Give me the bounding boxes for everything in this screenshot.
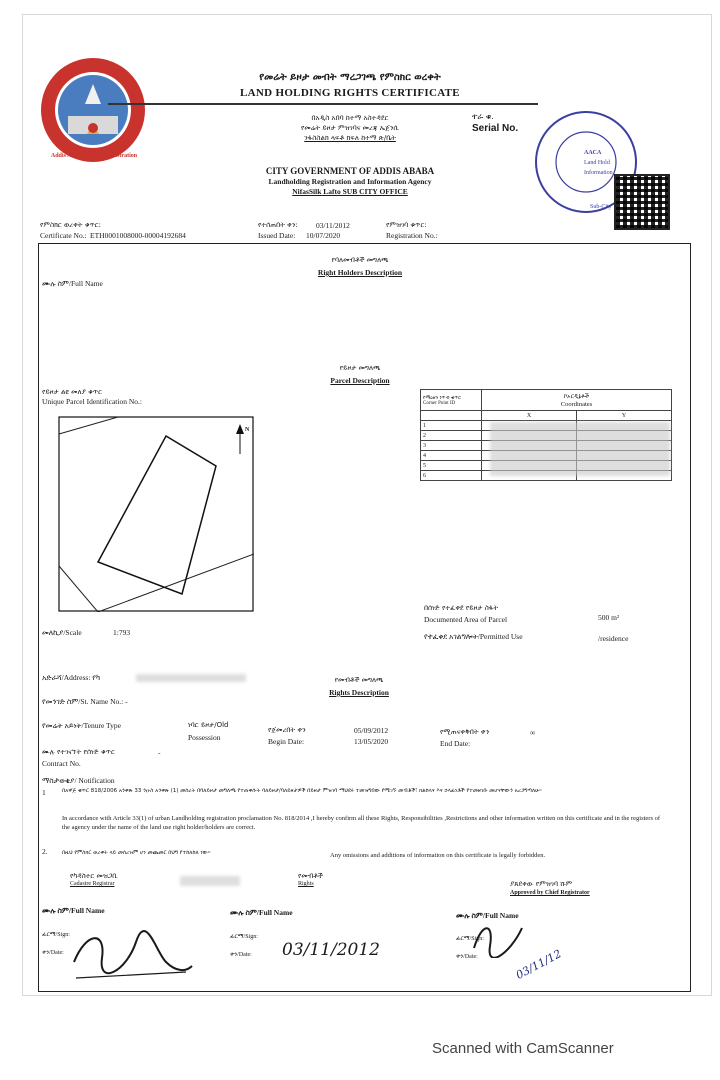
corner-id-4: 4	[421, 451, 482, 461]
approved-full-name-label: ሙሉ ስም/Full Name	[456, 911, 519, 920]
x-column-header: X	[482, 411, 577, 421]
addis-ababa-logo	[38, 56, 148, 164]
y-column-header: Y	[577, 411, 672, 421]
street-label: የመንገድ ስም/St. Name No.: -	[42, 697, 128, 706]
begin-label: Begin Date:	[268, 737, 305, 746]
redacted-coordinates	[490, 422, 670, 476]
corner-id-5: 5	[421, 461, 482, 471]
redacted-signatures	[180, 876, 240, 886]
end-label-amharic: የሚጠናቀቅበት ቀን	[440, 728, 490, 736]
corner-id-2: 2	[421, 431, 482, 441]
issued-label-amharic: የተሰጠበት ቀን:	[258, 221, 298, 229]
issued-value: 10/07/2020	[306, 231, 341, 240]
begin-amharic-value: 05/09/2012	[354, 726, 389, 735]
cadastre-full-name-label: ሙሉ ስም/Full Name	[42, 906, 105, 915]
permitted-use-value: /residence	[598, 634, 629, 643]
issued-amharic-value: 03/11/2012	[316, 221, 350, 230]
rights-date-label: ቀን/Date:	[230, 952, 252, 958]
stamp-line-4: Sub-City	[590, 204, 612, 210]
office-amharic-3: ንፋስስልክ ላፍቶ ክፍለ ከተማ ጽ/ቤት	[304, 134, 396, 142]
office-amharic-1: በአዲስ አበባ ከተማ አስተዳደር	[311, 114, 389, 122]
handwritten-date: 03/11/2012	[282, 940, 380, 960]
north-arrow-label: N	[245, 427, 250, 433]
begin-label-amharic: የጀመረበት ቀን	[268, 726, 306, 734]
rights-registrar-label: Rights	[298, 881, 314, 887]
coordinates-header-cell	[482, 390, 672, 411]
corner-id-1: 1	[421, 421, 482, 431]
right-holders-heading: Right Holders Description	[317, 268, 403, 277]
qr-code	[614, 174, 670, 230]
serial-label-amharic: ተራ ቁ.	[472, 112, 494, 121]
notification-item2-number: 2.	[42, 847, 48, 856]
cadastre-signature	[66, 922, 196, 982]
upin-label-amharic: የይዞታ ልዩ መለያ ቁጥር	[42, 388, 103, 396]
begin-value: 13/05/2020	[354, 737, 389, 746]
certificate-number-label-amharic: የምስክር ወረቀት ቁጥር:	[40, 221, 102, 229]
rights-heading-amharic: የመብቶች መግለጫ	[334, 676, 384, 684]
full-name-label: ሙሉ ስም/Full Name	[42, 279, 103, 288]
corner-id-6: 6	[421, 471, 482, 481]
stamp-line-3: Information	[584, 170, 613, 176]
agency-name: Landholding Registration and Information Agency	[268, 177, 432, 186]
upin-label: Unique Parcel Identification No.:	[42, 397, 142, 406]
notification-heading: ማስታወቂያ/ Notification	[42, 776, 115, 785]
approved-signature	[470, 918, 530, 958]
contract-label-amharic: ሙሉ የተገናኘት የሰነድ ቁጥር	[42, 748, 115, 756]
end-value: ∞	[530, 728, 536, 737]
tenure-label: የመሬት አይነት/Tenure Type	[42, 721, 121, 730]
certificate-number-value: ETH0001008000-00004192684	[90, 231, 186, 240]
cadastre-registrar-amharic: የካዳስተር መዝጋቢ	[70, 872, 118, 880]
office-amharic-2: የመሬት ይዞታ ምዝገባና መረጃ ኤጀንሲ	[300, 124, 400, 132]
approved-by-amharic: ያጸደቀው የምዝገባ ሹም	[510, 880, 573, 888]
corner-header-amharic: የማዕዘን ነጥብ ቁጥር	[423, 394, 461, 401]
approved-sign-label: ፊርማ/Sign:	[456, 936, 484, 942]
corner-header-cell	[421, 390, 482, 411]
coordinates-header: Coordinates	[560, 400, 593, 408]
cadastre-date-label: ቀን/Date:	[42, 950, 64, 956]
area-value: 500 m²	[598, 613, 620, 622]
redacted-address	[136, 674, 246, 682]
registration-label-amharic: የምዝገባ ቁጥር:	[386, 221, 427, 229]
parcel-map	[58, 416, 254, 612]
certificate-number-label: Certificate No.:	[40, 231, 87, 240]
notification-item1-amharic: በአዋጅ ቁጥር 818/2006 አንቀጽ 33 ንዑስ አንቀጽ (1) መሰረት በባለይዞታ መግለጫ የተጠቀሱት ባለይዞታ/ባለይዞታዎች በይዞታ ምዝገባ ማህደሩ ተመዝግበው የሚገኙ መብቶች፣ ክልከላና እና ኃላፊነቶች የተመዘገቡ መሆናቸውን አረጋግጣለሁ።	[62, 788, 542, 794]
rights-full-name-label: ሙሉ ስም/Full Name	[230, 908, 293, 917]
stamp-line-1: AACA	[584, 150, 602, 156]
scale-value: 1:793	[113, 628, 131, 637]
cadastre-sign-label: ፊርማ/Sign:	[42, 932, 70, 938]
camscanner-watermark: Scanned with CamScanner	[432, 1040, 614, 1057]
rights-registrar-amharic: የመብቶች	[298, 872, 323, 880]
area-label: Documented Area of Parcel	[424, 615, 508, 624]
title-amharic: የመሬት ይዞታ መብት ማረጋገጫ የምስክር ወረቀት	[259, 72, 441, 83]
registration-label: Registration No.:	[386, 231, 438, 240]
notification-item2-amharic: በዚህ የምስክር ወረቀት ላይ መሰረዝም ሆነ መጨመር በህግ የተከለከለ ነው።	[62, 850, 211, 856]
tenure-value: Possession	[188, 733, 221, 742]
parcel-heading: Parcel Description	[330, 376, 390, 385]
scale-label: መለኪያ/Scale	[42, 628, 82, 637]
corner-header: Corner Point ID	[423, 400, 456, 406]
contract-label: Contract No.	[42, 759, 81, 768]
rights-heading: Rights Description	[329, 688, 389, 697]
issued-label: Issued Date:	[258, 231, 296, 240]
sub-city-office: NifasSilk Lafto SUB CITY OFFICE	[292, 187, 408, 196]
serial-label: Serial No.	[472, 123, 519, 134]
certificate-body-frame	[38, 243, 691, 992]
corner-id-3: 3	[421, 441, 482, 451]
right-holders-heading-amharic: የባለመብቶች መግለጫ	[331, 256, 389, 264]
tenure-value-amharic: ነባር ይዞታ/Old	[188, 721, 229, 729]
approved-by-label: Approved by Chief Registrator	[510, 890, 590, 896]
stamp-line-2: Land Hold	[584, 160, 610, 166]
address-label: አድራሻ/Address: የካ	[42, 673, 101, 682]
coordinates-header-amharic: ኮኦርዲኔቶች	[563, 392, 590, 400]
notification-item1-english: In accordance with Article 33(1) of urban Landholding registration proclamation No. 818/2014 ,I hereby confirm all these Rights, Responsibilities ,Restrictions and other information written on this certificate and in the registers of the agency under the name of the land use right holder/holders are correct.	[62, 815, 661, 831]
notification-item1-number: 1	[42, 788, 46, 797]
notification-item2-english: Any omissions and additions of information on this certificate is legally forbidden.	[330, 852, 546, 859]
title-english: LAND HOLDING RIGHTS CERTIFICATE	[240, 87, 460, 99]
handwritten-approval-date: 03/11/12	[513, 947, 564, 982]
contract-value: -	[158, 748, 161, 757]
end-label: End Date:	[440, 739, 471, 748]
cadastre-registrar-label: Cadastre Registrar	[70, 881, 115, 887]
parcel-heading-amharic: የይዞታ መግለጫ	[339, 364, 381, 372]
area-label-amharic: በሰነድ የተፈቀደ የይዞታ ስፋት	[424, 604, 499, 612]
header-rule	[108, 103, 538, 105]
approved-date-label: ቀን/Date:	[456, 954, 478, 960]
permitted-use-label: የተፈቀደ አገልግሎት/Permitted Use	[424, 632, 523, 641]
logo-ring-text: Addis Ababa City Administration	[50, 153, 138, 159]
rights-sign-label: ፊርማ/Sign:	[230, 934, 258, 940]
city-government: CITY GOVERNMENT OF ADDIS ABABA	[265, 166, 435, 176]
